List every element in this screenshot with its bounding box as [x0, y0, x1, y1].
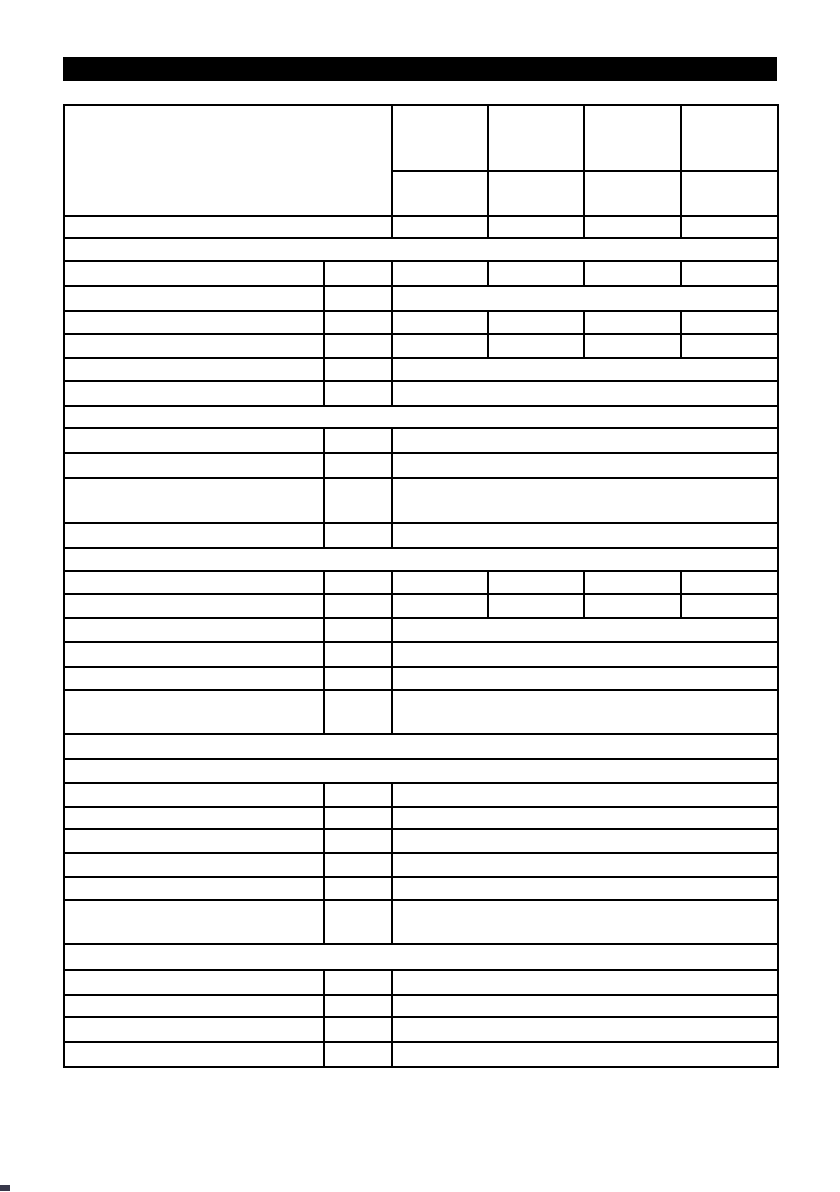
value-cell: [488, 594, 584, 618]
table-row: [64, 995, 778, 1017]
value-cell: [681, 311, 778, 334]
table-row: [64, 311, 778, 334]
section-band: [64, 548, 778, 571]
value-cell: [584, 571, 681, 594]
label-cell: [64, 1017, 324, 1042]
value-cell: [681, 216, 778, 238]
value-cell: [681, 261, 778, 286]
table-row: [64, 216, 778, 238]
value-cell: [488, 261, 584, 286]
label-cell: [64, 807, 324, 829]
unit-cell: [324, 995, 392, 1017]
value-cell-span: [392, 1017, 778, 1042]
label-cell: [64, 311, 324, 334]
table-row: [64, 1042, 778, 1067]
label-cell: [64, 358, 324, 381]
page-corner-artifact: [0, 1185, 10, 1191]
header-subcol-cell: [681, 171, 778, 216]
value-cell-span: [392, 453, 778, 478]
value-cell: [392, 216, 488, 238]
label-cell: [64, 1042, 324, 1067]
value-cell-span: [392, 690, 778, 734]
value-cell-span: [392, 286, 778, 311]
value-cell-span: [392, 970, 778, 995]
table-row: [64, 734, 778, 759]
table-row: [64, 594, 778, 618]
unit-cell: [324, 807, 392, 829]
unit-cell: [324, 970, 392, 995]
table-row: [64, 900, 778, 944]
label-cell: [64, 877, 324, 900]
table-row: [64, 1017, 778, 1042]
value-cell: [681, 571, 778, 594]
value-cell: [584, 261, 681, 286]
table-row: [64, 618, 778, 642]
table-row: [64, 970, 778, 995]
table-row: [64, 667, 778, 690]
table-row: [64, 642, 778, 667]
label-cell: [64, 970, 324, 995]
label-cell: [64, 642, 324, 667]
label-cell: [64, 261, 324, 286]
unit-cell: [324, 523, 392, 548]
value-cell: [488, 311, 584, 334]
unit-cell: [324, 286, 392, 311]
header-col-cell: [392, 105, 488, 171]
value-cell: [392, 311, 488, 334]
value-cell-span: [392, 853, 778, 877]
value-cell-span: [392, 877, 778, 900]
spec-table: [63, 104, 779, 1068]
unit-cell: [324, 1042, 392, 1067]
value-cell-span: [392, 783, 778, 807]
value-cell: [488, 216, 584, 238]
unit-cell: [324, 667, 392, 690]
section-band: [64, 406, 778, 428]
table-row: [64, 105, 778, 171]
value-cell-span: [392, 807, 778, 829]
table-row: [64, 759, 778, 783]
value-cell-span: [392, 1042, 778, 1067]
unit-cell: [324, 334, 392, 358]
table-row: [64, 428, 778, 453]
table-row: [64, 571, 778, 594]
table-row: [64, 286, 778, 311]
value-cell-span: [392, 829, 778, 853]
value-cell-span: [392, 523, 778, 548]
label-cell: [64, 453, 324, 478]
value-cell: [392, 261, 488, 286]
label-cell: [64, 900, 324, 944]
label-cell: [64, 995, 324, 1017]
label-cell: [64, 523, 324, 548]
label-cell: [64, 853, 324, 877]
header-left-cell: [64, 105, 392, 216]
value-cell-span: [392, 995, 778, 1017]
table-row: [64, 334, 778, 358]
table-row: [64, 548, 778, 571]
section-band: [64, 238, 778, 261]
table-row: [64, 381, 778, 406]
label-cell: [64, 571, 324, 594]
value-cell: [584, 311, 681, 334]
unit-cell: [324, 690, 392, 734]
unit-cell: [324, 642, 392, 667]
value-cell-span: [392, 667, 778, 690]
value-cell: [392, 334, 488, 358]
unit-cell: [324, 853, 392, 877]
table-row: [64, 783, 778, 807]
table-row: [64, 829, 778, 853]
label-cell: [64, 286, 324, 311]
value-cell: [584, 594, 681, 618]
value-cell: [584, 216, 681, 238]
label-cell: [64, 478, 324, 523]
unit-cell: [324, 358, 392, 381]
label-cell: [64, 428, 324, 453]
section-band: [64, 944, 778, 970]
value-cell-span: [392, 381, 778, 406]
table-row: [64, 478, 778, 523]
unit-cell: [324, 428, 392, 453]
unit-cell: [324, 478, 392, 523]
table-row: [64, 523, 778, 548]
header-subcol-cell: [584, 171, 681, 216]
value-cell: [488, 571, 584, 594]
value-cell-span: [392, 642, 778, 667]
unit-cell: [324, 783, 392, 807]
value-cell: [681, 594, 778, 618]
unit-cell: [324, 381, 392, 406]
value-cell: [584, 334, 681, 358]
label-cell-wide: [64, 216, 392, 238]
unit-cell: [324, 311, 392, 334]
table-row: [64, 944, 778, 970]
value-cell: [488, 334, 584, 358]
unit-cell: [324, 877, 392, 900]
header-col-cell: [681, 105, 778, 171]
value-cell: [392, 594, 488, 618]
header-col-cell: [488, 105, 584, 171]
unit-cell: [324, 618, 392, 642]
value-cell-span: [392, 618, 778, 642]
value-cell-span: [392, 478, 778, 523]
value-cell-span: [392, 428, 778, 453]
label-cell: [64, 594, 324, 618]
table-row: [64, 807, 778, 829]
value-cell: [392, 571, 488, 594]
value-cell-span: [392, 900, 778, 944]
label-cell: [64, 667, 324, 690]
unit-cell: [324, 1017, 392, 1042]
table-row: [64, 877, 778, 900]
label-cell: [64, 618, 324, 642]
header-subcol-cell: [392, 171, 488, 216]
header-subcol-cell: [488, 171, 584, 216]
title-bar: [63, 57, 777, 81]
label-cell: [64, 829, 324, 853]
table-row: [64, 453, 778, 478]
section-band: [64, 734, 778, 759]
table-row: [64, 853, 778, 877]
value-cell: [681, 334, 778, 358]
label-cell: [64, 690, 324, 734]
unit-cell: [324, 594, 392, 618]
label-cell: [64, 783, 324, 807]
unit-cell: [324, 571, 392, 594]
unit-cell: [324, 829, 392, 853]
section-band: [64, 759, 778, 783]
table-row: [64, 406, 778, 428]
label-cell: [64, 334, 324, 358]
label-cell: [64, 381, 324, 406]
unit-cell: [324, 261, 392, 286]
header-col-cell: [584, 105, 681, 171]
value-cell-span: [392, 358, 778, 381]
table-row: [64, 238, 778, 261]
table-row: [64, 690, 778, 734]
table-row: [64, 261, 778, 286]
unit-cell: [324, 453, 392, 478]
table-row: [64, 358, 778, 381]
unit-cell: [324, 900, 392, 944]
